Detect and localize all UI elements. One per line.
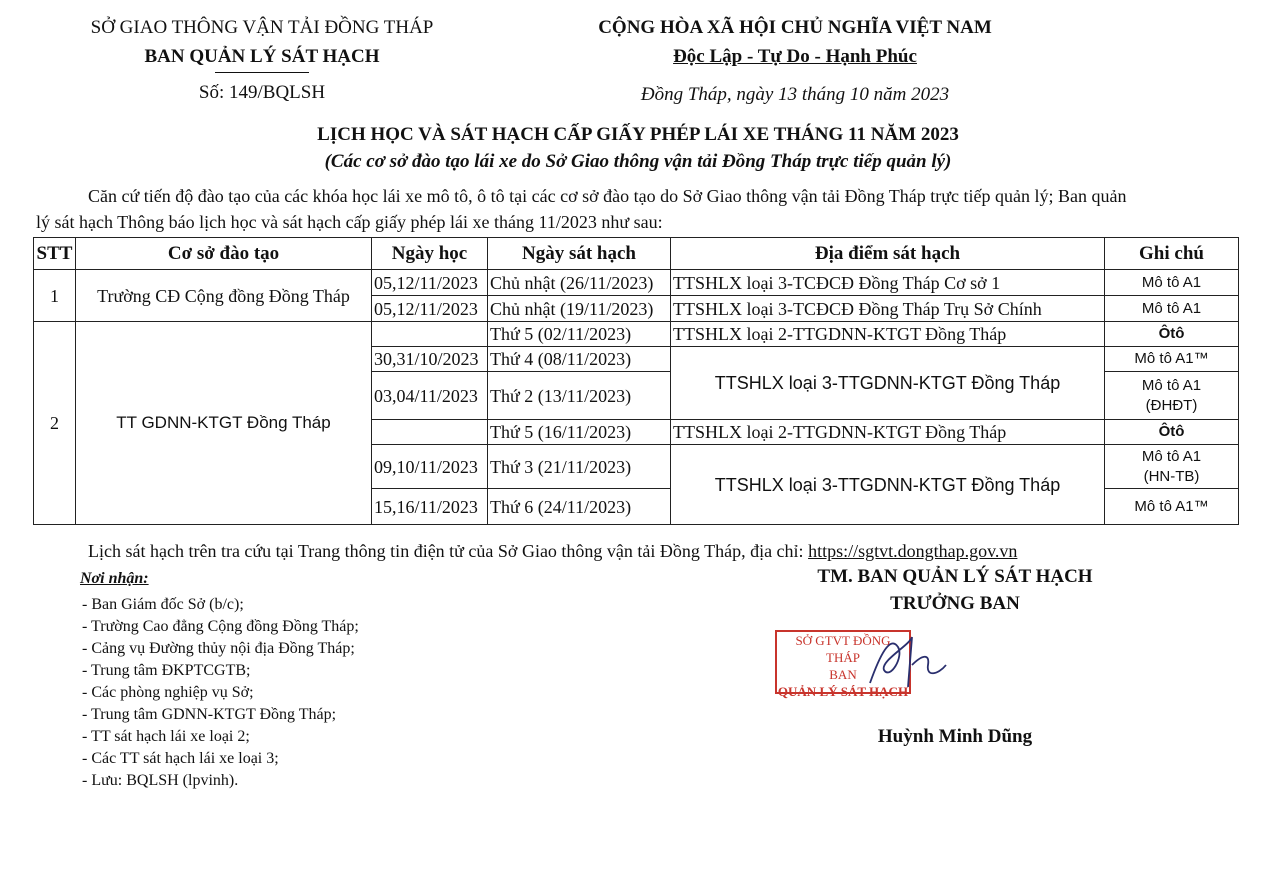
intro-line-1: Căn cứ tiến độ đào tạo của các khóa học lái xe mô tô, ô tô tại các cơ sở đào tạo do Sở Giao thông vận tải Đồng Tháp trực tiếp quản lý; Ban quản [88,186,1127,206]
header-stt: STT [34,238,76,270]
exam-date-cell: Thứ 4 (08/11/2023) [488,347,671,372]
location-cell: TTSHLX loại 2-TTGDNN-KTGT Đồng Tháp [671,322,1105,347]
note-cell: Mô tô A1™ [1105,347,1239,372]
study-date-cell: 30,31/10/2023 [372,347,488,372]
exam-date-cell: Thứ 2 (13/11/2023) [488,372,671,420]
lookup-note [88,541,1017,562]
note-line: (HN-TB) [1143,467,1200,485]
document-number: Số: 149/BQLSH [198,82,326,103]
schedule-table [33,237,1239,525]
recipient-item: - Ban Giám đốc Sở (b/c); [82,596,244,613]
location-cell: TTSHLX loại 3-TTGDNN-KTGT Đồng Tháp [671,347,1105,420]
header-exam-date: Ngày sát hạch [488,238,671,270]
note-cell: Mô tô A1 [1105,296,1239,322]
recipient-item: - TT sát hạch lái xe loại 2; [82,728,250,745]
signature-role: TRƯỞNG BAN [890,593,1020,614]
study-date-cell: 03,04/11/2023 [372,372,488,420]
location-cell: TTSHLX loại 3-TTGDNN-KTGT Đồng Tháp [671,445,1105,525]
stamp-line: SỞ GTVT ĐỒNG THÁP [795,633,891,665]
note-line: (ĐHĐT) [1145,396,1198,414]
document-subtitle: (Các cơ sở đào tạo lái xe do Sở Giao thông vận tải Đồng Tháp trực tiếp quản lý) [324,151,952,172]
stamp-line: BAN [829,667,857,682]
study-date-cell: 09,10/11/2023 [372,445,488,489]
recipient-item: - Trung tâm GDNN-KTGT Đồng Tháp; [82,706,337,723]
signature-scribble [850,625,960,695]
note-cell: Mô tô A1™ [1105,489,1239,525]
center-cell: Trường CĐ Cộng đồng Đồng Tháp [76,270,372,322]
signer-name: Huỳnh Minh Dũng [877,726,1033,747]
lookup-note-text: Lịch sát hạch trên tra cứu tại Trang thông tin điện tử của Sở Giao thông vận tải Đồng Tháp, địa chỉ: [88,541,809,561]
header-location: Địa điểm sát hạch [671,238,1105,270]
exam-date-cell: Thứ 5 (16/11/2023) [488,420,671,445]
stt-cell: 1 [34,270,76,322]
exam-date-cell: Thứ 3 (21/11/2023) [488,445,671,489]
table-row [34,322,1239,347]
exam-date-cell: Thứ 5 (02/11/2023) [488,322,671,347]
exam-date-cell: Thứ 6 (24/11/2023) [488,489,671,525]
recipient-item: - Lưu: BQLSH (lpvinh). [82,772,239,789]
recipient-item: - Các phòng nghiệp vụ Sở; [82,684,254,701]
table-header-row [34,238,1239,270]
note-cell [1105,445,1239,489]
document-title: LỊCH HỌC VÀ SÁT HẠCH CẤP GIẤY PHÉP LÁI XE THÁNG 11 NĂM 2023 [317,124,959,145]
table-row [34,270,1239,296]
recipient-item: - Cảng vụ Đường thủy nội địa Đồng Tháp; [82,640,355,657]
study-date-cell [372,322,488,347]
note-cell [1105,372,1239,420]
department-underline [215,72,309,73]
header-center: Cơ sở đào tạo [76,238,372,270]
recipient-item: - Trường Cao đẳng Cộng đồng Đồng Tháp; [82,618,359,635]
location-cell: TTSHLX loại 3-TCĐCĐ Đồng Tháp Trụ Sở Chính [671,296,1105,322]
national-title: CỘNG HÒA XÃ HỘI CHỦ NGHĨA VIỆT NAM [598,17,992,38]
recipients-label: Nơi nhận: [80,570,149,587]
recipient-item: - Các TT sát hạch lái xe loại 3; [82,750,279,767]
exam-date-cell: Chủ nhật (19/11/2023) [488,296,671,322]
location-cell: TTSHLX loại 2-TTGDNN-KTGT Đồng Tháp [671,420,1105,445]
stamp-line: QUẢN LÝ SÁT HẠCH [777,684,909,699]
study-date-cell: 15,16/11/2023 [372,489,488,525]
study-date-cell: 05,12/11/2023 [372,270,488,296]
intro-line-2: lý sát hạch Thông báo lịch học và sát hạch cấp giấy phép lái xe tháng 11/2023 như sau: [36,212,663,232]
document-date: Đồng Tháp, ngày 13 tháng 10 năm 2023 [640,84,950,105]
location-cell: TTSHLX loại 3-TCĐCĐ Đồng Tháp Cơ sở 1 [671,270,1105,296]
study-date-cell [372,420,488,445]
website-link[interactable]: https://sgtvt.dongthap.gov.vn [808,541,1018,561]
note-line: Mô tô A1 [1141,447,1202,465]
note-cell: Ôtô [1105,420,1239,445]
note-line: Mô tô A1 [1141,376,1202,394]
recipient-item: - Trung tâm ĐKPTCGTB; [82,662,251,679]
study-date-cell: 05,12/11/2023 [372,296,488,322]
signature-title: TM. BAN QUẢN LÝ SÁT HẠCH [817,566,1093,587]
header-study-date: Ngày học [372,238,488,270]
exam-date-cell: Chủ nhật (26/11/2023) [488,270,671,296]
note-cell: Ôtô [1105,322,1239,347]
department-name: BAN QUẢN LÝ SÁT HẠCH [144,46,380,67]
header-note: Ghi chú [1105,238,1239,270]
center-cell: TT GDNN-KTGT Đồng Tháp [76,322,372,525]
note-cell: Mô tô A1 [1105,270,1239,296]
stt-cell: 2 [34,322,76,525]
agency-name: SỞ GIAO THÔNG VẬN TẢI ĐỒNG THÁP [90,17,434,38]
national-motto: Độc Lập - Tự Do - Hạnh Phúc [673,46,917,67]
